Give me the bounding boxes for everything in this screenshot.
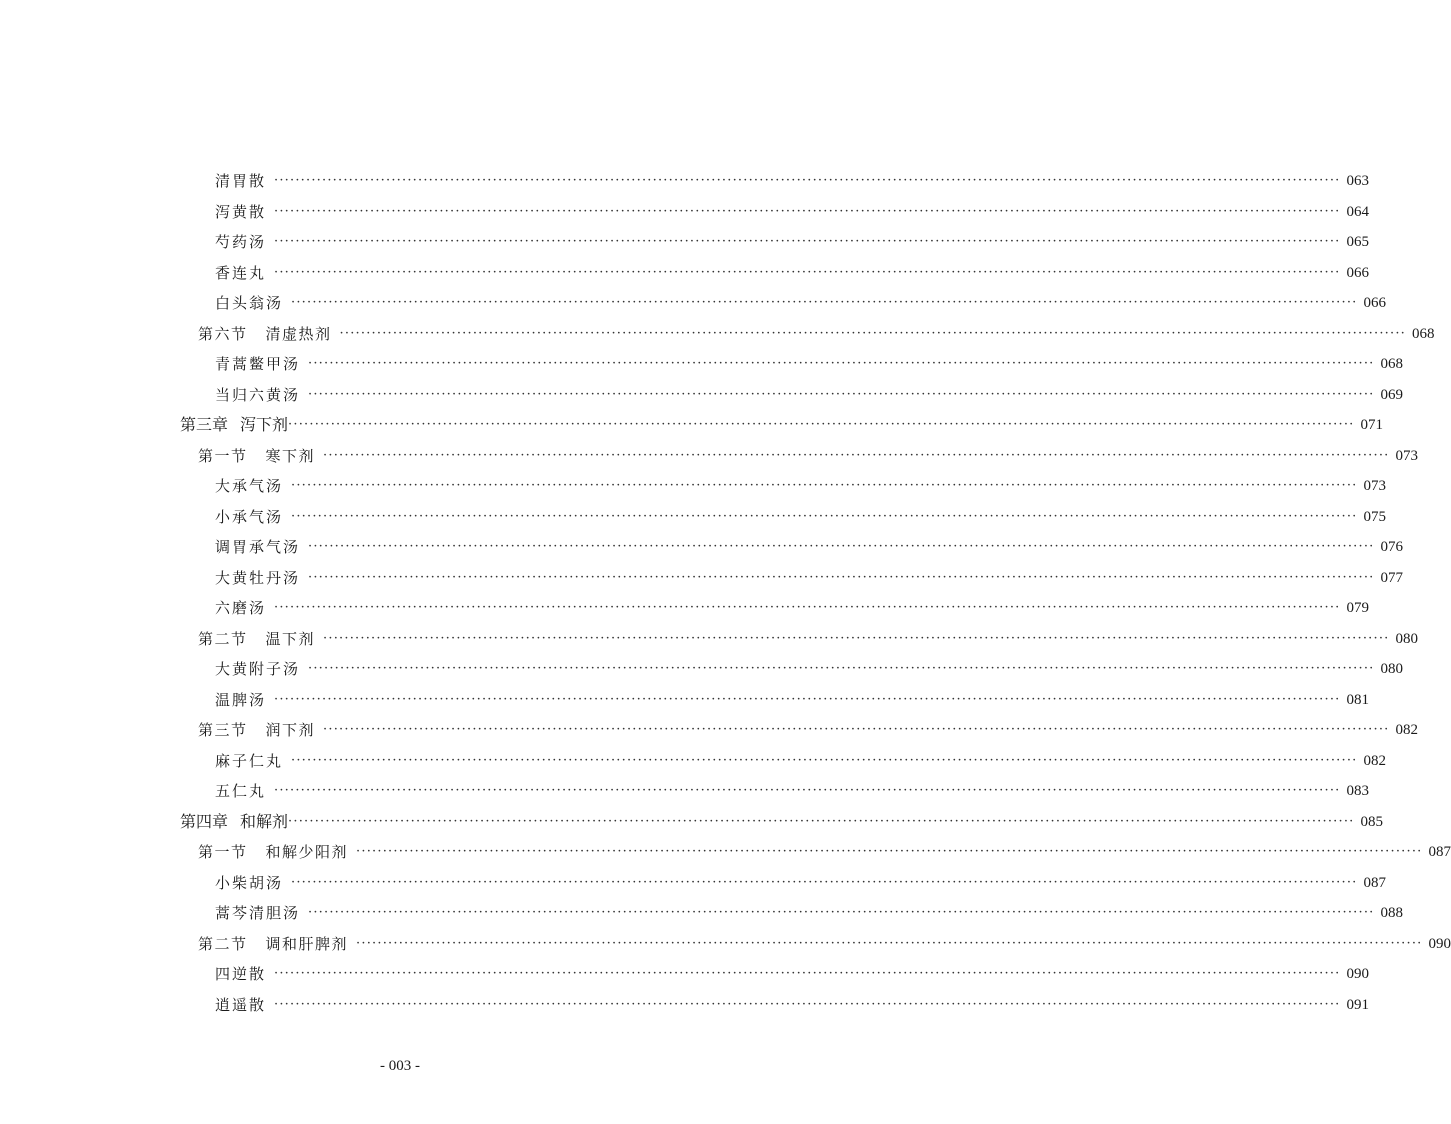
toc-item-row[interactable] [0,990,1369,1021]
toc-section-row[interactable] [0,837,1451,868]
toc-section-row[interactable] [0,441,1418,472]
toc-item-title: 泻黄散 [215,202,267,221]
toc-section-title: 和解少阳剂 [265,843,349,861]
toc-entry-label [198,715,315,746]
toc-item-title: 芍药汤 [215,233,267,251]
toc-section-number: 第一节 [198,446,248,465]
dot-leader: ········································································································································································································ [274,691,1341,707]
toc-entry-label [215,471,283,502]
toc-page-number: 085 [1360,813,1383,830]
toc-item-row[interactable] [0,746,1386,777]
toc-item-title: 四逆散 [215,965,267,983]
toc-page-number: 066 [1346,264,1369,281]
toc-page-number: 077 [1380,569,1403,586]
toc-item-title: 温脾汤 [215,690,267,709]
toc-item-row[interactable] [0,654,1403,685]
dot-leader: ········································································································································································································ [323,722,1390,737]
dot-leader: ········································································································································································································ [288,813,1355,829]
dot-leader: ········································································································································································································ [291,752,1358,768]
dot-leader: ········································································································································································································ [308,905,1375,920]
toc-item-row[interactable] [0,593,1369,624]
toc-entry-label [215,898,300,929]
toc-entry-label [215,990,266,1021]
toc-chapter-title: 和解剂 [240,811,289,831]
dot-leader: ········································································································································································································ [323,630,1390,646]
dot-leader: ········································································································································································································ [274,264,1341,280]
toc-page-number: 082 [1363,752,1386,769]
toc-entry-label [198,837,348,868]
toc-item-row[interactable] [0,502,1386,533]
dot-leader: ········································································································································································································ [291,295,1358,310]
toc-entry-label [215,959,266,990]
toc-item-title: 大黄附子汤 [215,660,301,678]
toc-page-number: 076 [1380,539,1403,555]
toc-entry-label [198,441,315,472]
toc-section-title: 润下剂 [265,721,316,739]
toc-item-row[interactable] [0,380,1403,411]
toc-entry-label [198,319,332,350]
toc-item-title: 调胃承气汤 [215,538,301,556]
toc-entry-label [215,532,300,563]
toc-page-number: 069 [1380,386,1403,403]
toc-entry-label [180,807,288,838]
toc-item-row[interactable] [0,685,1369,716]
toc-page-number: 088 [1380,905,1403,921]
toc-page-number: 081 [1346,691,1369,708]
toc-section-number: 第二节 [198,629,248,648]
toc-item-title: 小承气汤 [215,507,284,526]
toc-item-row[interactable] [0,258,1369,289]
dot-leader: ········································································································································································································ [308,539,1375,554]
toc-item-row[interactable] [0,471,1386,502]
dot-leader: ········································································································································································································ [356,935,1423,951]
toc-item-title: 大黄牡丹汤 [215,568,301,587]
toc-item-title: 逍遥散 [215,995,267,1014]
toc-page-number: 090 [1428,935,1451,952]
toc-item-title: 大承气汤 [215,477,284,495]
toc-section-row[interactable] [0,624,1418,655]
toc-page-number: 082 [1395,722,1418,738]
toc-entry-label [215,380,300,411]
dot-leader: ········································································································································································································ [356,844,1423,859]
dot-leader: ········································································································································································································ [274,996,1341,1012]
page-number: - 003 - [380,1058,420,1074]
toc-page-number: 080 [1395,630,1418,647]
toc-entry-label [215,746,283,777]
toc-item-row[interactable] [0,563,1403,594]
toc-page-number: 065 [1346,234,1369,250]
dot-leader: ········································································································································································································ [274,600,1341,615]
dot-leader: ········································································································································································································ [288,417,1355,432]
toc-entry-label [215,166,266,197]
toc-page-number: 090 [1346,966,1369,982]
toc-entry-label [215,654,300,685]
toc-item-row[interactable] [0,868,1386,899]
toc-section-number: 第二节 [198,934,248,953]
toc-page-number: 080 [1380,661,1403,677]
toc-item-row[interactable] [0,349,1403,380]
dot-leader: ········································································································································································································ [308,661,1375,676]
dot-leader: ········································································································································································································ [308,569,1375,585]
dot-leader: ········································································································································································································ [339,325,1406,341]
toc-section-number: 第一节 [198,843,248,861]
toc-page-number: 075 [1363,508,1386,525]
toc-section-title: 清虚热剂 [265,324,332,343]
toc-item-row[interactable] [0,166,1369,197]
toc-item-title: 白头翁汤 [215,294,284,312]
toc-entry-label [198,929,348,960]
toc-page-number: 066 [1363,295,1386,311]
toc-entry-label [215,685,266,716]
toc-entry-label [215,593,266,624]
toc-item-row[interactable] [0,197,1369,228]
toc-chapter-number: 第四章 [180,811,229,831]
toc-item-title: 五仁丸 [215,782,267,800]
toc-chapter-row[interactable] [0,807,1383,838]
toc-page-number: 068 [1380,356,1403,372]
table-of-contents [0,166,1451,1020]
dot-leader: ········································································································································································································ [274,203,1341,219]
dot-leader: ········································································································································································································ [323,447,1390,463]
toc-entry-label [215,776,266,807]
toc-section-title: 寒下剂 [265,446,316,465]
toc-section-row[interactable] [0,319,1435,350]
toc-page-number: 079 [1346,600,1369,616]
toc-item-row[interactable] [0,288,1386,319]
dot-leader: ········································································································································································································ [291,508,1358,524]
toc-entry-label [215,227,266,258]
toc-page-number: 073 [1363,478,1386,494]
toc-chapter-title: 泻下剂 [240,415,289,434]
toc-section-number: 第六节 [198,324,248,343]
toc-entry-label [215,288,283,319]
toc-page-number: 063 [1346,173,1369,189]
toc-item-row[interactable] [0,227,1369,258]
toc-chapter-number: 第三章 [180,415,229,434]
toc-item-title: 清胃散 [215,172,267,190]
toc-item-row[interactable] [0,898,1403,929]
toc-item-title: 麻子仁丸 [215,751,284,770]
toc-page-number: 087 [1428,844,1451,860]
toc-item-row[interactable] [0,532,1403,563]
toc-item-title: 六磨汤 [215,599,267,617]
toc-page-number: 064 [1346,203,1369,220]
toc-section-row[interactable] [0,929,1451,960]
toc-page-number: 087 [1363,874,1386,891]
toc-entry-label [198,624,315,655]
dot-leader: ········································································································································································································ [308,356,1375,371]
toc-entry-label [215,502,283,533]
dot-leader: ········································································································································································································ [308,386,1375,402]
toc-page-number: 073 [1395,447,1418,464]
toc-item-row[interactable] [0,959,1369,990]
dot-leader: ········································································································································································································ [291,874,1358,890]
dot-leader: ········································································································································································································ [291,478,1358,493]
toc-section-number: 第三节 [198,721,248,739]
toc-item-title: 青蒿鳖甲汤 [215,355,301,373]
toc-item-title: 香连丸 [215,263,267,282]
dot-leader: ········································································································································································································ [274,173,1341,188]
dot-leader: ········································································································································································································ [274,966,1341,981]
toc-entry-label [215,258,266,289]
dot-leader: ········································································································································································································ [274,234,1341,249]
toc-entry-label [215,868,283,899]
toc-entry-label [180,410,288,441]
toc-entry-label [215,197,266,228]
toc-section-title: 温下剂 [265,629,316,648]
toc-page-number: 068 [1412,325,1435,342]
toc-page-number: 091 [1346,996,1369,1013]
toc-entry-label [215,349,300,380]
toc-chapter-row[interactable] [0,410,1383,441]
toc-page-number: 083 [1346,783,1369,799]
toc-item-title: 当归六黄汤 [215,385,301,404]
toc-section-title: 调和肝脾剂 [265,934,349,953]
toc-section-row[interactable] [0,715,1418,746]
toc-entry-label [215,563,300,594]
toc-item-row[interactable] [0,776,1369,807]
dot-leader: ········································································································································································································ [274,783,1341,798]
toc-page-number: 071 [1360,417,1383,433]
toc-item-title: 小柴胡汤 [215,873,284,892]
toc-item-title: 蒿芩清胆汤 [215,904,301,922]
